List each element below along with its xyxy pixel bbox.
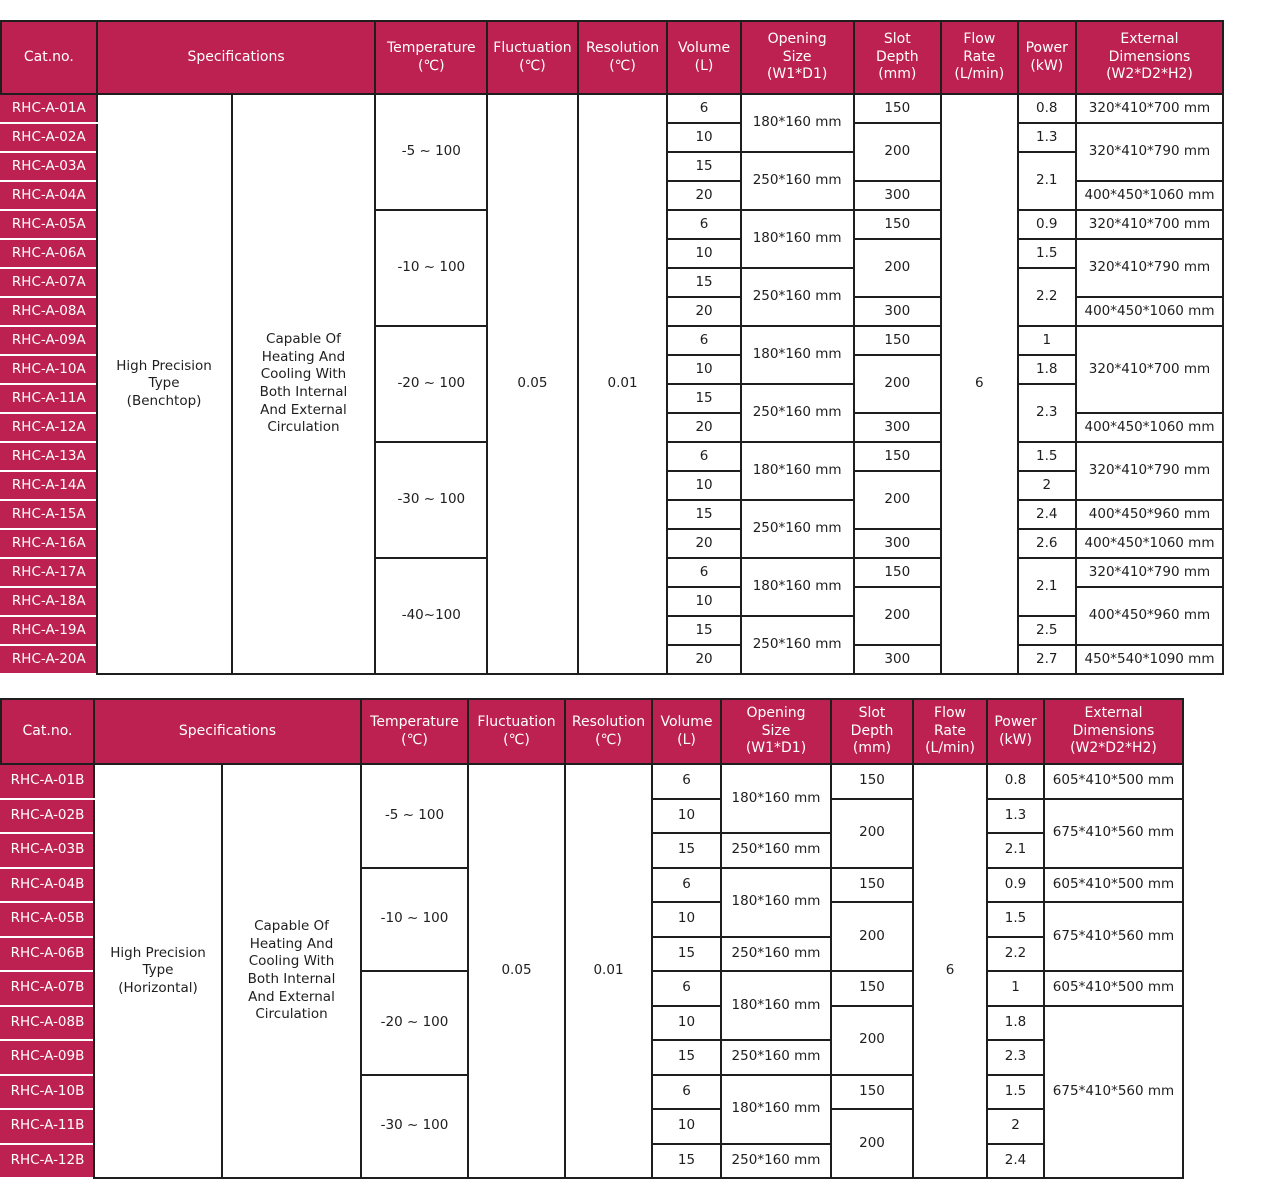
opening-size-cell: 180*160 mm <box>741 442 854 500</box>
slot-depth-cell: 200 <box>831 799 913 868</box>
slot-depth-cell: 200 <box>854 355 942 413</box>
volume-cell: 6 <box>667 210 740 239</box>
dimensions-cell: 675*410*560 mm <box>1044 799 1183 868</box>
cat-no-cell: RHC-A-12B <box>1 1144 94 1179</box>
header-row <box>1 699 1183 764</box>
slot-depth-cell: 150 <box>831 868 913 903</box>
slot-depth-cell: 300 <box>854 297 942 326</box>
cat-no-cell: RHC-A-10B <box>1 1075 94 1110</box>
col-header-fluctuation: Fluctuation (℃) <box>468 699 565 764</box>
volume-cell: 15 <box>652 937 721 972</box>
volume-cell: 6 <box>652 971 721 1006</box>
volume-cell: 20 <box>667 297 740 326</box>
cat-no-cell: RHC-A-20A <box>1 645 97 674</box>
slot-depth-cell: 300 <box>854 645 942 674</box>
dimensions-cell: 320*410*700 mm <box>1076 210 1223 239</box>
table-row <box>1 94 1223 123</box>
col-header-catno: Cat.no. <box>1 21 97 94</box>
cat-no-cell: RHC-A-09A <box>1 326 97 355</box>
slot-depth-cell: 150 <box>854 94 942 123</box>
power-cell: 0.9 <box>987 868 1044 903</box>
power-cell: 2.1 <box>987 833 1044 868</box>
volume-cell: 20 <box>667 645 740 674</box>
cat-no-cell: RHC-A-13A <box>1 442 97 471</box>
col-header-power: Power (kW) <box>1018 21 1076 94</box>
temperature-cell: -40~100 <box>375 558 487 674</box>
volume-cell: 15 <box>667 616 740 645</box>
cat-no-cell: RHC-A-15A <box>1 500 97 529</box>
slot-depth-cell: 150 <box>831 971 913 1006</box>
opening-size-cell: 250*160 mm <box>721 1040 831 1075</box>
col-header-external-dimensions: External Dimensions (W2*D2*H2) <box>1044 699 1183 764</box>
resolution-cell: 0.01 <box>578 94 668 674</box>
volume-cell: 10 <box>652 1109 721 1144</box>
temperature-cell: -5 ~ 100 <box>361 764 468 868</box>
slot-depth-cell: 150 <box>854 442 942 471</box>
fluctuation-cell: 0.05 <box>487 94 578 674</box>
power-cell: 1.5 <box>1018 442 1076 471</box>
volume-cell: 15 <box>667 500 740 529</box>
power-cell: 2.4 <box>1018 500 1076 529</box>
volume-cell: 10 <box>652 799 721 834</box>
temperature-cell: -20 ~ 100 <box>375 326 487 442</box>
volume-cell: 6 <box>652 868 721 903</box>
cat-no-cell: RHC-A-10A <box>1 355 97 384</box>
opening-size-cell: 250*160 mm <box>721 1144 831 1179</box>
volume-cell: 6 <box>652 1075 721 1110</box>
power-cell: 1.8 <box>987 1006 1044 1041</box>
volume-cell: 6 <box>667 94 740 123</box>
slot-depth-cell: 200 <box>831 902 913 971</box>
volume-cell: 10 <box>667 239 740 268</box>
cat-no-cell: RHC-A-06A <box>1 239 97 268</box>
temperature-cell: -5 ~ 100 <box>375 94 487 210</box>
cat-no-cell: RHC-A-02B <box>1 799 94 834</box>
col-header-opening-size: Opening Size (W1*D1) <box>721 699 831 764</box>
dimensions-cell: 400*450*960 mm <box>1076 587 1223 645</box>
cat-no-cell: RHC-A-08B <box>1 1006 94 1041</box>
slot-depth-cell: 150 <box>831 1075 913 1110</box>
temperature-cell: -20 ~ 100 <box>361 971 468 1075</box>
temperature-cell: -30 ~ 100 <box>361 1075 468 1179</box>
power-cell: 2.2 <box>987 937 1044 972</box>
power-cell: 2.3 <box>1018 384 1076 442</box>
slot-depth-cell: 150 <box>854 326 942 355</box>
type-cell: High Precision Type (Horizontal) <box>94 764 222 1178</box>
slot-depth-cell: 150 <box>854 210 942 239</box>
opening-size-cell: 180*160 mm <box>741 94 854 152</box>
col-header-fluctuation: Fluctuation (℃) <box>487 21 578 94</box>
volume-cell: 10 <box>652 902 721 937</box>
volume-cell: 6 <box>652 764 721 799</box>
temperature-cell: -30 ~ 100 <box>375 442 487 558</box>
cat-no-cell: RHC-A-03A <box>1 152 97 181</box>
volume-cell: 20 <box>667 181 740 210</box>
volume-cell: 10 <box>667 123 740 152</box>
slot-depth-cell: 200 <box>831 1109 913 1178</box>
col-header-resolution: Resolution (℃) <box>578 21 668 94</box>
col-header-temperature: Temperature (℃) <box>375 21 487 94</box>
opening-size-cell: 180*160 mm <box>721 764 831 833</box>
cat-no-cell: RHC-A-09B <box>1 1040 94 1075</box>
opening-size-cell: 250*160 mm <box>741 384 854 442</box>
power-cell: 0.9 <box>1018 210 1076 239</box>
temperature-cell: -10 ~ 100 <box>361 868 468 972</box>
power-cell: 1.5 <box>987 1075 1044 1110</box>
power-cell: 0.8 <box>987 764 1044 799</box>
table-row <box>1 764 1183 799</box>
opening-size-cell: 250*160 mm <box>741 500 854 558</box>
cat-no-cell: RHC-A-11B <box>1 1109 94 1144</box>
cat-no-cell: RHC-A-14A <box>1 471 97 500</box>
opening-size-cell: 180*160 mm <box>721 1075 831 1144</box>
volume-cell: 15 <box>652 1144 721 1179</box>
slot-depth-cell: 300 <box>854 529 942 558</box>
volume-cell: 20 <box>667 413 740 442</box>
dimensions-cell: 320*410*790 mm <box>1076 442 1223 500</box>
dimensions-cell: 450*540*1090 mm <box>1076 645 1223 674</box>
volume-cell: 6 <box>667 442 740 471</box>
col-header-catno: Cat.no. <box>1 699 94 764</box>
cat-no-cell: RHC-A-07A <box>1 268 97 297</box>
slot-depth-cell: 200 <box>854 239 942 297</box>
slot-depth-cell: 300 <box>854 181 942 210</box>
slot-depth-cell: 200 <box>854 123 942 181</box>
slot-depth-cell: 200 <box>854 471 942 529</box>
power-cell: 2.5 <box>1018 616 1076 645</box>
volume-cell: 10 <box>652 1006 721 1041</box>
volume-cell: 15 <box>652 1040 721 1075</box>
dimensions-cell: 400*450*960 mm <box>1076 500 1223 529</box>
volume-cell: 20 <box>667 529 740 558</box>
cat-no-cell: RHC-A-17A <box>1 558 97 587</box>
header-row <box>1 21 1223 94</box>
cat-no-cell: RHC-A-04B <box>1 868 94 903</box>
opening-size-cell: 180*160 mm <box>741 210 854 268</box>
capability-cell: Capable Of Heating And Cooling With Both Internal And External Circulation <box>232 94 376 674</box>
cat-no-cell: RHC-A-05A <box>1 210 97 239</box>
flow-rate-cell: 6 <box>913 764 987 1178</box>
slot-depth-cell: 300 <box>854 413 942 442</box>
power-cell: 0.8 <box>1018 94 1076 123</box>
power-cell: 1.5 <box>987 902 1044 937</box>
col-header-specifications: Specifications <box>97 21 376 94</box>
cat-no-cell: RHC-A-04A <box>1 181 97 210</box>
benchtop-spec-table <box>0 20 1224 675</box>
dimensions-cell: 320*410*700 mm <box>1076 94 1223 123</box>
opening-size-cell: 180*160 mm <box>741 558 854 616</box>
dimensions-cell: 605*410*500 mm <box>1044 764 1183 799</box>
dimensions-cell: 605*410*500 mm <box>1044 868 1183 903</box>
dimensions-cell: 605*410*500 mm <box>1044 971 1183 1006</box>
power-cell: 2.3 <box>987 1040 1044 1075</box>
cat-no-cell: RHC-A-03B <box>1 833 94 868</box>
power-cell: 2 <box>1018 471 1076 500</box>
power-cell: 1.5 <box>1018 239 1076 268</box>
cat-no-cell: RHC-A-02A <box>1 123 97 152</box>
power-cell: 1.3 <box>1018 123 1076 152</box>
col-header-flow-rate: Flow Rate (L/min) <box>941 21 1018 94</box>
volume-cell: 10 <box>667 587 740 616</box>
col-header-slot-depth: Slot Depth (mm) <box>854 21 942 94</box>
temperature-cell: -10 ~ 100 <box>375 210 487 326</box>
cat-no-cell: RHC-A-06B <box>1 937 94 972</box>
cat-no-cell: RHC-A-07B <box>1 971 94 1006</box>
flow-rate-cell: 6 <box>941 94 1018 674</box>
col-header-volume: Volume (L) <box>652 699 721 764</box>
col-header-volume: Volume (L) <box>667 21 740 94</box>
cat-no-cell: RHC-A-18A <box>1 587 97 616</box>
volume-cell: 15 <box>667 268 740 297</box>
cat-no-cell: RHC-A-08A <box>1 297 97 326</box>
col-header-opening-size: Opening Size (W1*D1) <box>741 21 854 94</box>
cat-no-cell: RHC-A-16A <box>1 529 97 558</box>
dimensions-cell: 400*450*1060 mm <box>1076 529 1223 558</box>
dimensions-cell: 320*410*790 mm <box>1076 123 1223 181</box>
cat-no-cell: RHC-A-11A <box>1 384 97 413</box>
dimensions-cell: 400*450*1060 mm <box>1076 413 1223 442</box>
volume-cell: 10 <box>667 355 740 384</box>
dimensions-cell: 320*410*700 mm <box>1076 326 1223 413</box>
cat-no-cell: RHC-A-12A <box>1 413 97 442</box>
col-header-resolution: Resolution (℃) <box>565 699 652 764</box>
col-header-power: Power (kW) <box>987 699 1044 764</box>
dimensions-cell: 400*450*1060 mm <box>1076 181 1223 210</box>
power-cell: 2.2 <box>1018 268 1076 326</box>
volume-cell: 6 <box>667 558 740 587</box>
volume-cell: 15 <box>667 152 740 181</box>
opening-size-cell: 180*160 mm <box>721 971 831 1040</box>
power-cell: 1 <box>987 971 1044 1006</box>
power-cell: 2.4 <box>987 1144 1044 1179</box>
power-cell: 2 <box>987 1109 1044 1144</box>
dimensions-cell: 400*450*1060 mm <box>1076 297 1223 326</box>
dimensions-cell: 320*410*790 mm <box>1076 558 1223 587</box>
horizontal-spec-table <box>0 698 1184 1179</box>
slot-depth-cell: 150 <box>854 558 942 587</box>
col-header-flow-rate: Flow Rate (L/min) <box>913 699 987 764</box>
col-header-specifications: Specifications <box>94 699 361 764</box>
volume-cell: 15 <box>667 384 740 413</box>
type-cell: High Precision Type (Benchtop) <box>97 94 232 674</box>
opening-size-cell: 250*160 mm <box>721 833 831 868</box>
dimensions-cell: 675*410*560 mm <box>1044 1006 1183 1179</box>
slot-depth-cell: 200 <box>831 1006 913 1075</box>
opening-size-cell: 250*160 mm <box>721 937 831 972</box>
opening-size-cell: 180*160 mm <box>741 326 854 384</box>
col-header-temperature: Temperature (℃) <box>361 699 468 764</box>
power-cell: 1.8 <box>1018 355 1076 384</box>
volume-cell: 6 <box>667 326 740 355</box>
slot-depth-cell: 200 <box>854 587 942 645</box>
slot-depth-cell: 150 <box>831 764 913 799</box>
volume-cell: 10 <box>667 471 740 500</box>
fluctuation-cell: 0.05 <box>468 764 565 1178</box>
power-cell: 1 <box>1018 326 1076 355</box>
opening-size-cell: 250*160 mm <box>741 616 854 674</box>
volume-cell: 15 <box>652 833 721 868</box>
opening-size-cell: 250*160 mm <box>741 268 854 326</box>
col-header-slot-depth: Slot Depth (mm) <box>831 699 913 764</box>
capability-cell: Capable Of Heating And Cooling With Both Internal And External Circulation <box>222 764 361 1178</box>
power-cell: 2.1 <box>1018 558 1076 616</box>
power-cell: 2.7 <box>1018 645 1076 674</box>
resolution-cell: 0.01 <box>565 764 652 1178</box>
power-cell: 2.1 <box>1018 152 1076 210</box>
cat-no-cell: RHC-A-19A <box>1 616 97 645</box>
cat-no-cell: RHC-A-01A <box>1 94 97 123</box>
power-cell: 1.3 <box>987 799 1044 834</box>
cat-no-cell: RHC-A-05B <box>1 902 94 937</box>
col-header-external-dimensions: External Dimensions (W2*D2*H2) <box>1076 21 1223 94</box>
cat-no-cell: RHC-A-01B <box>1 764 94 799</box>
power-cell: 2.6 <box>1018 529 1076 558</box>
opening-size-cell: 180*160 mm <box>721 868 831 937</box>
dimensions-cell: 320*410*790 mm <box>1076 239 1223 297</box>
dimensions-cell: 675*410*560 mm <box>1044 902 1183 971</box>
opening-size-cell: 250*160 mm <box>741 152 854 210</box>
